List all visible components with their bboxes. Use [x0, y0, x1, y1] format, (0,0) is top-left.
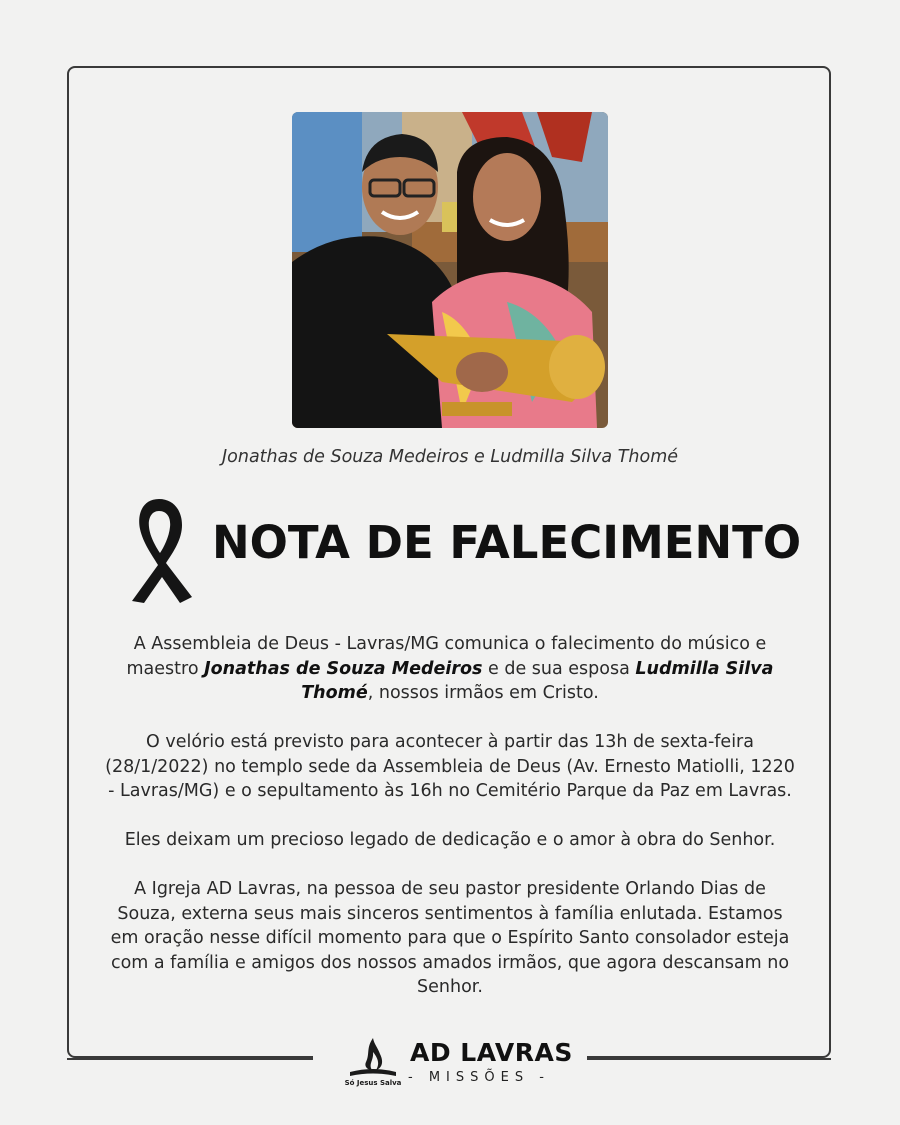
couple-photo	[292, 112, 608, 428]
paragraph-announcement: A Assembleia de Deus - Lavras/MG comunica o falecimento do músico e maestro Jonathas de Souza Medeiros e de sua esposa Ludmilla Silva Thomé, nossos irmãos em Cristo.	[126, 634, 774, 703]
photo-caption: Jonathas de Souza Medeiros e Ludmilla Silva Thomé	[221, 447, 679, 467]
announcement-body	[105, 632, 795, 1024]
church-flame-logo-icon	[340, 1036, 406, 1088]
headline: NOTA DE FALECIMENTO	[212, 516, 802, 569]
logo-subtitle: - MISSÕES -	[408, 1070, 550, 1085]
paragraph-legacy: Eles deixam um precioso legado de dedicação e o amor à obra do Senhor.	[124, 830, 776, 850]
footer-divider-right	[587, 1058, 831, 1060]
mourning-ribbon-icon	[122, 493, 196, 605]
logo-tagline: Só Jesus Salva	[344, 1079, 402, 1087]
paragraph-condolences: A Igreja AD Lavras, na pessoa de seu pastor presidente Orlando Dias de Souza, externa seus mais sinceros sentimentos à família enlutada. Estamos em oração nesse difícil momento para que o Espírito Santo consolador esteja com a família e amigos dos nossos amados irmãos, que agora descansam no Senhor.	[110, 879, 790, 997]
paragraph-funeral-details: O velório está previsto para acontecer à partir das 13h de sexta-feira (28/1/2022) no templo sede da Assembleia de Deus (Av. Ernesto Matiolli, 1220 - Lavras/MG) e o sepultamento às 16h no Cemitério Parque da Paz em Lavras.	[105, 732, 795, 801]
deceased-name-1: Jonathas de Souza Medeiros	[204, 658, 483, 679]
logo-title: AD LAVRAS	[410, 1038, 573, 1067]
deceased-name-2: Ludmilla Silva Thomé	[301, 658, 774, 703]
footer-divider-left	[67, 1058, 313, 1060]
